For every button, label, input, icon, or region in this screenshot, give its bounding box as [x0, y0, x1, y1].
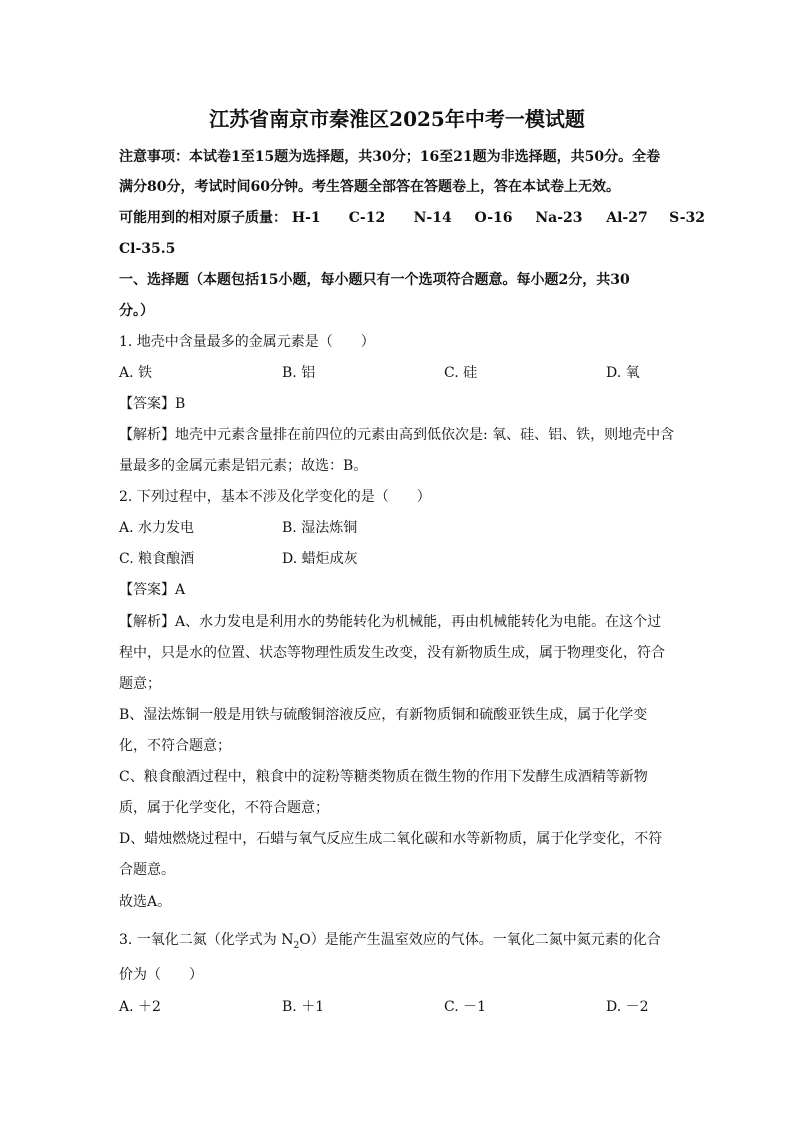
q1-option-b: B. 铝 [282, 365, 316, 381]
q2-analysis-5: 化，不符合题意； [119, 738, 231, 754]
q1-answer: 【答案】B [119, 396, 186, 412]
q1-option-a: A. 铁 [119, 365, 153, 381]
q2-analysis-1: 【解析】A、水力发电是利用水的势能转化为机械能，再由机械能转化为电能。在这个过 [119, 614, 662, 630]
formula-o: O [299, 932, 311, 948]
formula-n: N [281, 932, 294, 948]
q2-analysis-6: C、粮食酿酒过程中，粮食中的淀粉等糖类物质在微生物的作用下发酵生成酒精等新物 [119, 769, 648, 785]
q3-option-b: B. ＋1 [282, 999, 325, 1015]
q2-analysis-9: 合题意。 [119, 862, 175, 878]
mass-item: Na-23 [535, 210, 583, 226]
atomic-mass-line [119, 209, 705, 227]
q2-analysis-3: 题意； [119, 676, 161, 692]
q2-stem: 2. 下列过程中，基本不涉及化学变化的是（ ） [119, 489, 431, 505]
q1-analysis-2: 量最多的金属元素是铝元素；故选：B。 [119, 458, 368, 474]
q2-analysis-4: B、湿法炼铜一般是用铁与硫酸铜溶液反应，有新物质铜和硫酸亚铁生成，属于化学变 [119, 707, 648, 723]
q2-analysis-8: D、蜡烛燃烧过程中，石蜡与氧气反应生成二氧化碳和水等新物质，属于化学变化，不符 [119, 831, 663, 847]
q2-analysis-2: 程中，只是水的位置、状态等物理性质发生改变，没有新物质生成，属于物理变化，符合 [119, 645, 665, 661]
q3-option-a: A. ＋2 [119, 999, 161, 1015]
q2-analysis-7: 质，属于化学变化，不符合题意； [119, 800, 329, 816]
q3-stem-pre: 3. 一氧化二氮（化学式为 [119, 932, 282, 948]
q2-option-b: B. 湿法炼铜 [282, 520, 358, 536]
mass-item: N-14 [413, 210, 452, 226]
q1-option-d: D. 氧 [606, 365, 640, 381]
q1-stem: 1. 地壳中含量最多的金属元素是（ ） [119, 334, 375, 350]
page-title: 江苏省南京市秦淮区2025年中考一模试题 [209, 107, 585, 131]
q2-analysis-10: 故选A。 [119, 894, 172, 910]
q1-option-c: C. 硅 [444, 365, 478, 381]
notice-line-2: 满分80分，考试时间60分钟。考生答题全部答在答题卷上，答在本试卷上无效。 [119, 179, 620, 195]
q3-stem-post: ）是能产生温室效应的气体。一氧化二氮中氮元素的化合 [310, 932, 661, 948]
q3-stem-line-2: 价为（ ） [119, 967, 203, 983]
mass-item: S-32 [669, 210, 706, 226]
mass-item: O-16 [474, 210, 513, 226]
section-heading-1: 一、选择题（本题包括15小题，每小题只有一个选项符合题意。每小题2分，共30 [119, 272, 630, 288]
mass-item: Al-27 [606, 210, 648, 226]
q3-option-c: C. －1 [444, 999, 487, 1015]
q2-option-d: D. 蜡炬成灰 [282, 551, 358, 567]
notice-line-1: 注意事项：本试卷1至15题为选择题，共30分；16至21题为非选择题，共50分。全卷 [119, 149, 661, 165]
mass-item: H-1 [291, 210, 321, 226]
q2-answer: 【答案】A [119, 582, 186, 598]
q1-analysis-1: 【解析】地壳中元素含量排在前四位的元素由高到低依次是: 氧、硅、铝、铁，则地壳中含 [119, 427, 675, 443]
formula-subscript: 2 [293, 940, 300, 951]
mass-item: C-12 [348, 210, 386, 226]
q2-option-c: C. 粮食酿酒 [119, 551, 195, 567]
section-heading-2: 分。） [119, 303, 154, 319]
atomic-mass-wrap: Cl-35.5 [119, 241, 176, 257]
q3-option-d: D. －2 [606, 999, 649, 1015]
q2-option-a: A. 水力发电 [119, 520, 195, 536]
atomic-mass-label: 可能用到的相对原子质量： [119, 210, 287, 226]
q3-stem [119, 931, 661, 955]
